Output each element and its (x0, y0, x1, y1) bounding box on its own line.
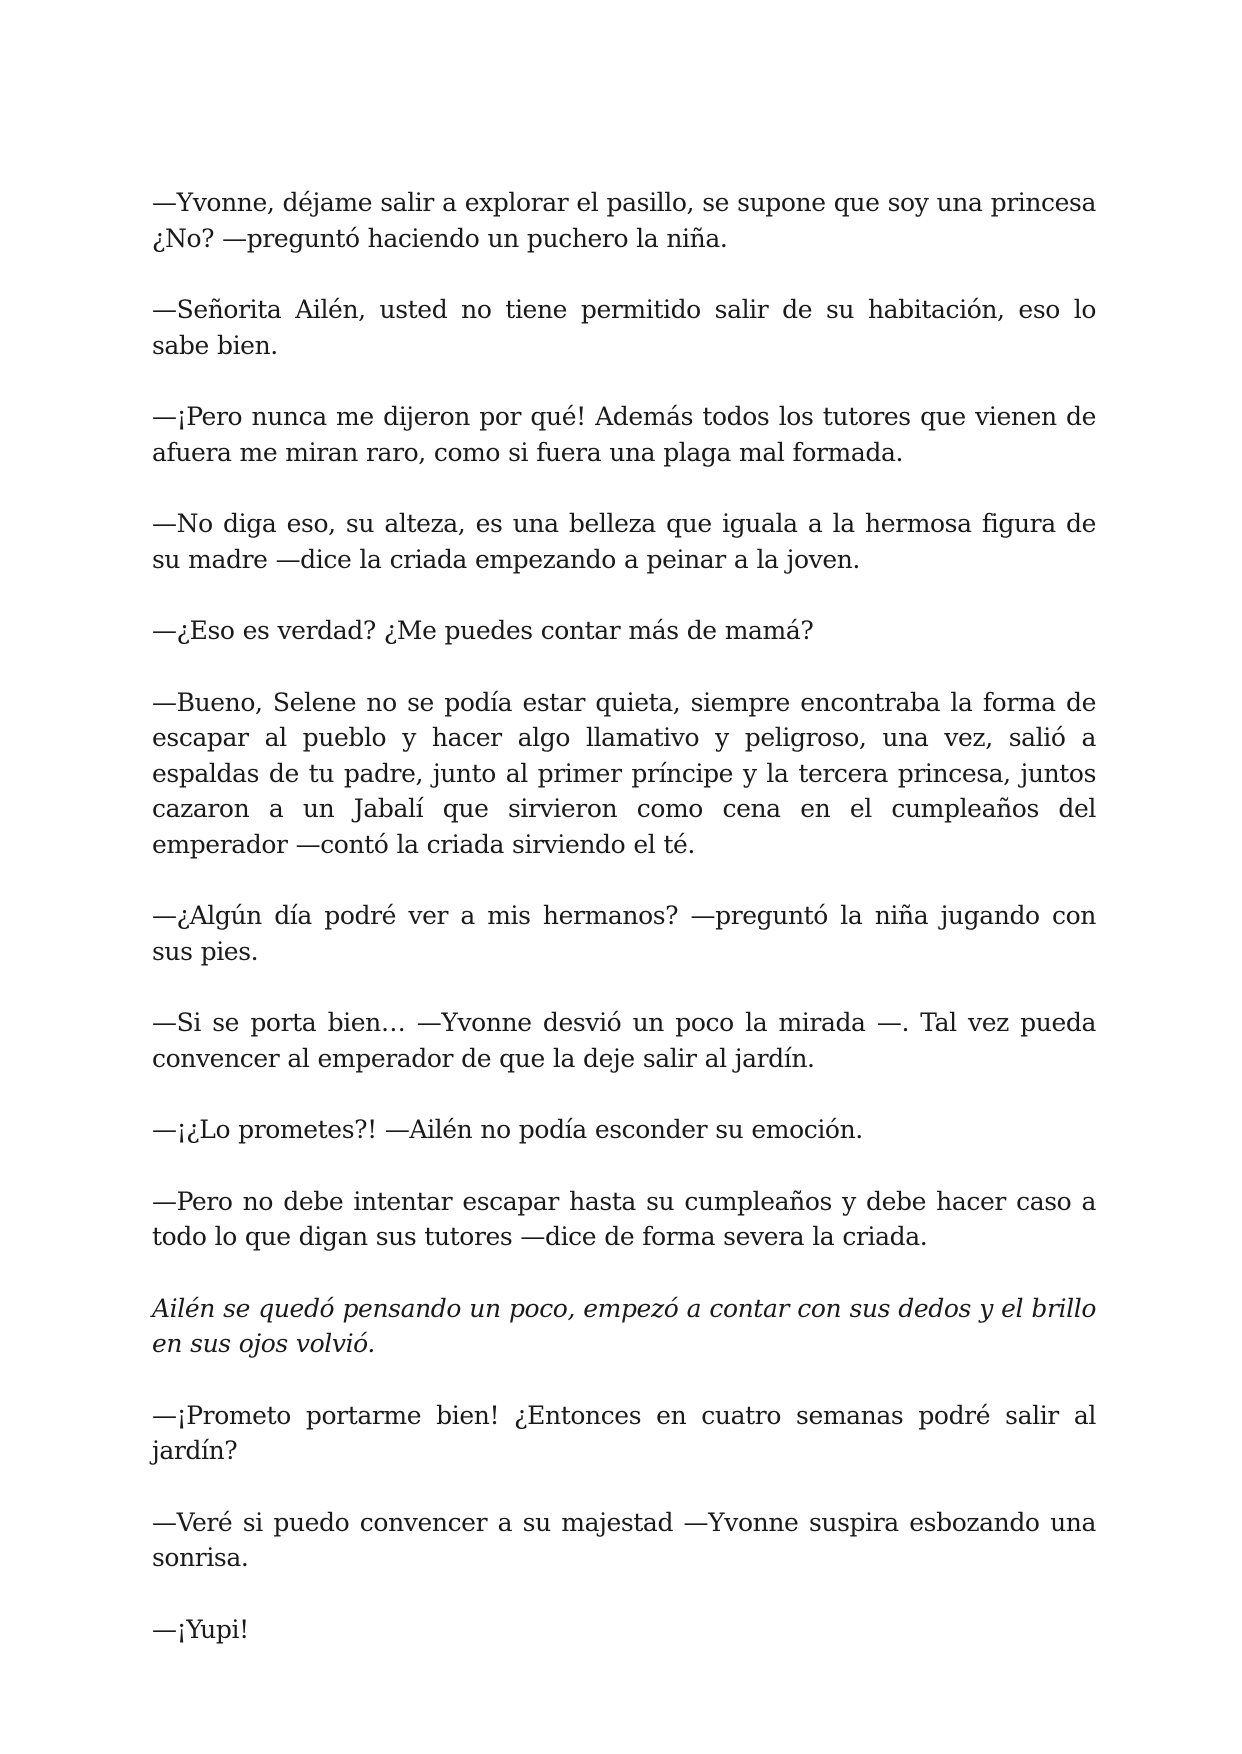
paragraph-6: —Bueno, Selene no se podía estar quieta, siempre encontraba la forma de escapar al pueblo y hacer algo llamativo y peligroso, una vez, salió a espaldas de tu padre, junto al primer príncipe y la tercera princesa, juntos cazaron a un Jabalí que sirvieron como cena en el cumpleaños del emperador —contó la criada sirviendo el té. (152, 687, 1096, 859)
paragraph-13: —Veré si puedo convencer a su majestad —Yvonne suspira esbozando una sonrisa. (152, 1507, 1096, 1572)
paragraph-9: —¡¿Lo prometes?! —Ailén no podía esconder su emoción. (152, 1115, 863, 1144)
paragraph-14: —¡Yupi! (152, 1614, 249, 1644)
paragraph-12: —¡Prometo portarme bien! ¿Entonces en cuatro semanas podré salir al jardín? (152, 1400, 1096, 1465)
paragraph-10: —Pero no debe intentar escapar hasta su cumpleaños y debe hacer caso a todo lo que digan sus tutores —dice de forma severa la criada. (152, 1186, 1096, 1251)
paragraph-11-narration: Ailén se quedó pensando un poco, empezó a contar con sus dedos y el brillo en sus ojos volvió. (152, 1293, 1096, 1358)
paragraph-5: —¿Eso es verdad? ¿Me puedes contar más de mamá? (152, 616, 814, 645)
paragraph-2: —Señorita Ailén, usted no tiene permitido salir de su habitación, eso lo sabe bien. (152, 295, 1096, 360)
paragraph-8: —Si se porta bien… —Yvonne desvió un poco la mirada —. Tal vez pueda convencer al emperador de que la deje salir al jardín. (152, 1008, 1096, 1073)
paragraph-7: —¿Algún día podré ver a mis hermanos? —preguntó la niña jugando con sus pies. (152, 901, 1096, 966)
paragraph-1: —Yvonne, déjame salir a explorar el pasillo, se supone que soy una princesa ¿No? —preguntó haciendo un puchero la niña. (152, 188, 1096, 253)
paragraph-4: —No diga eso, su alteza, es una belleza que iguala a la hermosa figura de su madre —dice la criada empezando a peinar a la joven. (152, 509, 1096, 574)
paragraph-3: —¡Pero nunca me dijeron por qué! Además todos los tutores que vienen de afuera me miran raro, como si fuera una plaga mal formada. (152, 402, 1096, 467)
document-body (152, 185, 1096, 1683)
